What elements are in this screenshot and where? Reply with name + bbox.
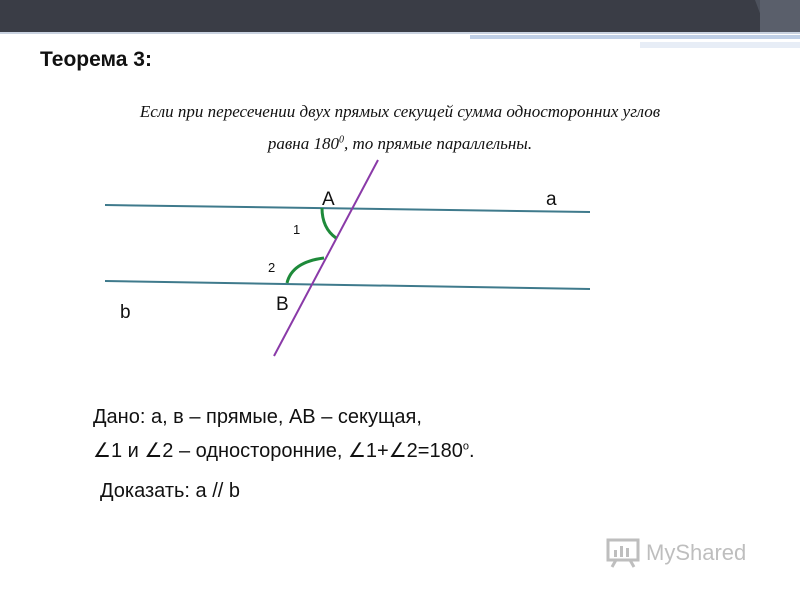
given-end: . — [468, 440, 475, 462]
given-part-3: 1+ — [365, 440, 389, 462]
watermark — [606, 536, 776, 570]
theorem-title: Теорема 3: — [40, 48, 152, 71]
given-part-1: 1 и — [110, 440, 145, 462]
line-b-label: b — [120, 302, 131, 323]
theorem-line-2-end: , то прямые параллельны. — [343, 134, 533, 153]
theorem-line-1: Если при пересечении двух прямых секущей сумма односторонних углов — [139, 102, 661, 121]
presentation-board-icon — [606, 538, 640, 568]
angle-icon: ∠ — [388, 440, 407, 462]
prove-statement: Доказать: а // b — [100, 480, 240, 502]
angle-icon: ∠ — [347, 440, 366, 462]
angle-1-label: 1 — [293, 222, 301, 237]
given-part-4: 2=180 — [406, 440, 463, 462]
angle-icon: ∠ — [144, 440, 163, 462]
degree-symbol: о — [462, 440, 469, 453]
degree-superscript: 0 — [338, 134, 344, 146]
line-b — [105, 281, 590, 289]
given-line-1: Дано: а, в – прямые, АВ – секущая, — [93, 406, 422, 428]
point-b-label: B — [276, 294, 289, 315]
line-a — [105, 205, 590, 212]
point-a-label: A — [322, 189, 335, 210]
given-line-2 — [93, 434, 733, 468]
given-block — [93, 400, 733, 468]
angle-2-label: 2 — [268, 260, 276, 275]
angle-1-arc — [322, 208, 336, 238]
watermark-text: MyShared — [646, 540, 747, 565]
angle-icon: ∠ — [93, 440, 111, 462]
given-part-2: 2 – односторонние, — [162, 440, 348, 462]
line-a-label: a — [546, 189, 557, 210]
theorem-line-2-start: равна 180 — [267, 134, 339, 153]
